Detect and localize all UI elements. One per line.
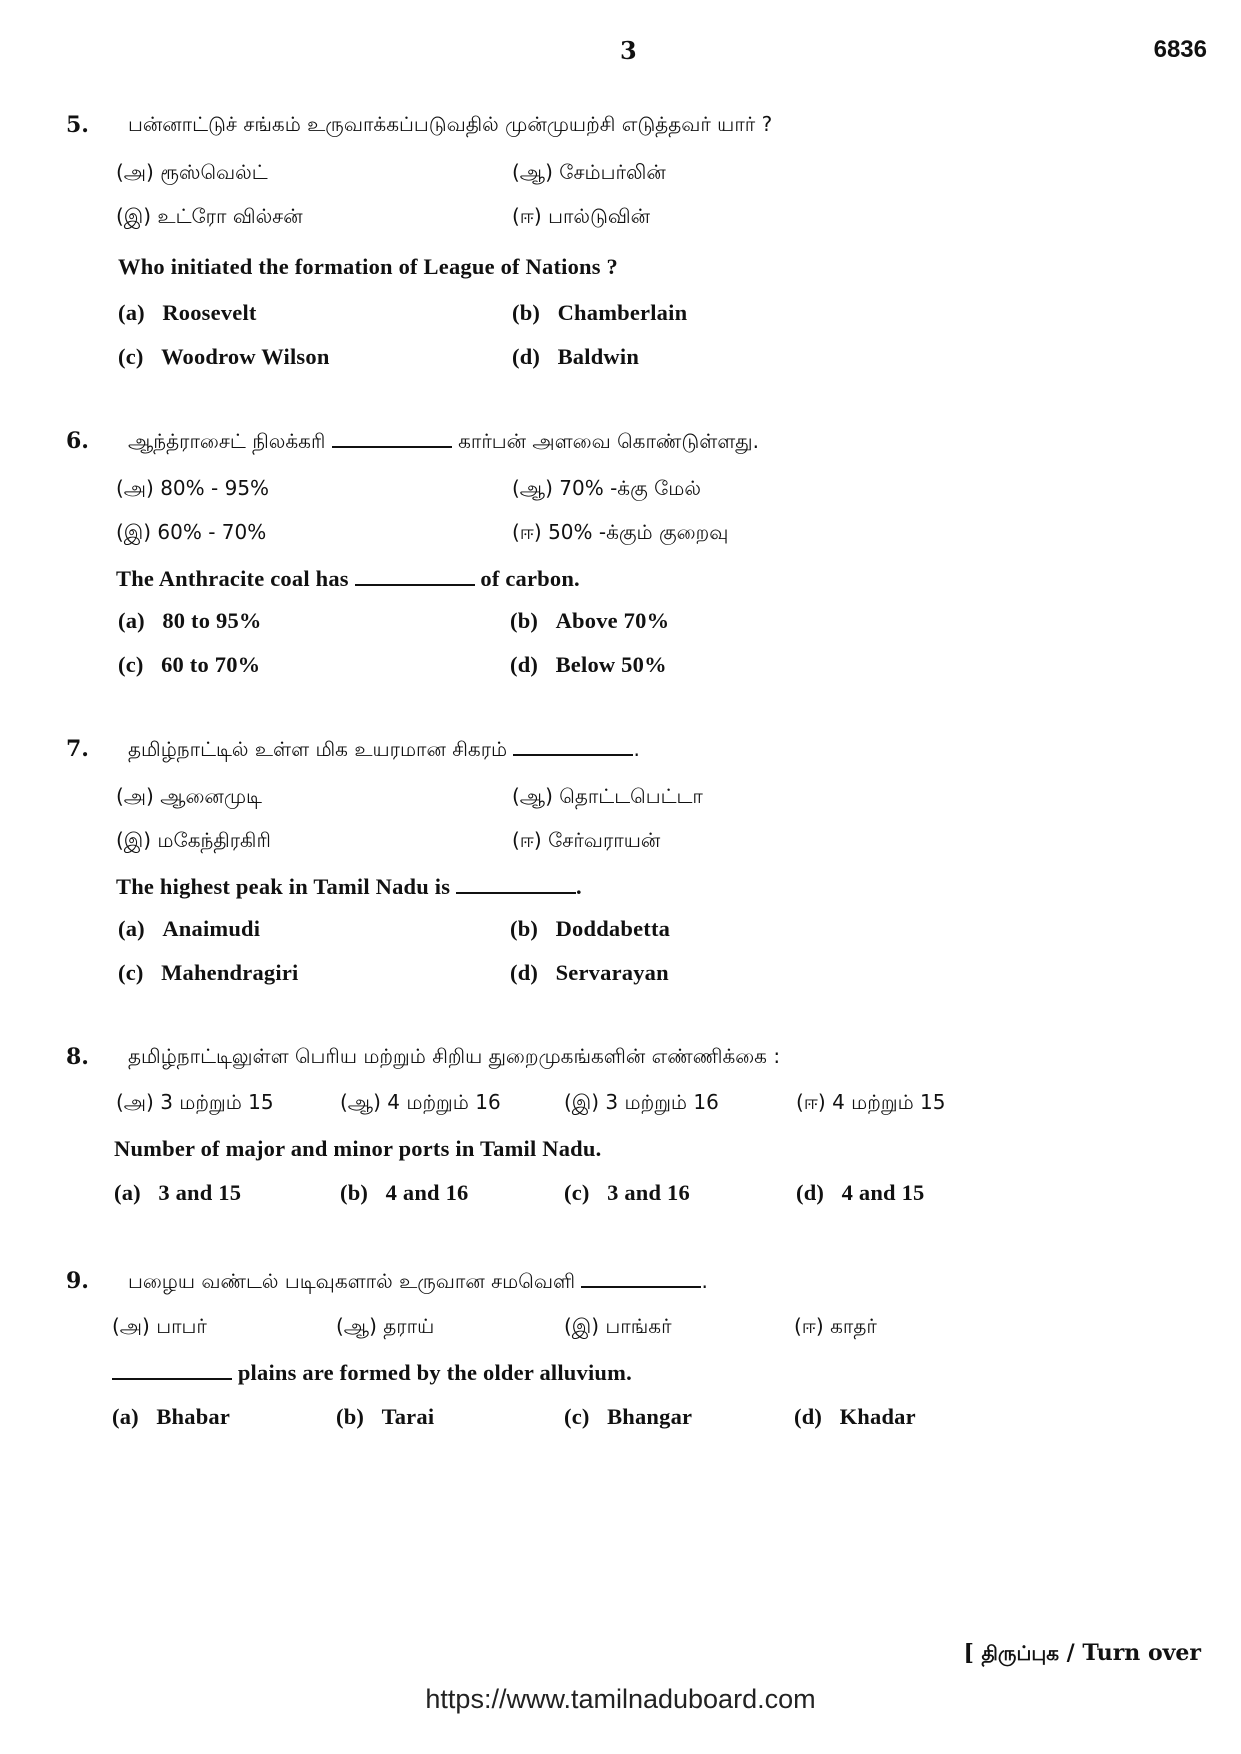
option-label: (ஈ) — [512, 520, 542, 544]
tamil-question: தமிழ்நாட்டிலுள்ள பெரிய மற்றும் சிறிய துறைமுகங்களின் எண்ணிக்கை : — [128, 1044, 781, 1068]
option-label: (அ) — [116, 784, 154, 808]
option-label: (இ) — [564, 1090, 600, 1114]
tamil-question: தமிழ்நாட்டில் உள்ள மிக உயரமான சிகரம் . — [128, 737, 640, 761]
option-text: Khadar — [839, 1404, 916, 1429]
option-label: (a) — [112, 1404, 139, 1429]
question-number: 7. — [66, 736, 89, 762]
option-label: (ஆ) — [340, 1090, 381, 1114]
option-text: பாங்கர் — [605, 1314, 672, 1338]
option-label: (ஈ) — [796, 1090, 826, 1114]
option-label: (b) — [336, 1404, 365, 1429]
option-label: (b) — [512, 300, 541, 325]
option-text: பால்டுவின் — [548, 204, 651, 228]
option-text: Servarayan — [555, 960, 669, 985]
answer-blank — [332, 428, 452, 448]
option-text: Chamberlain — [557, 300, 688, 325]
option-label: (c) — [118, 652, 144, 677]
option-label: (a) — [118, 608, 145, 633]
option-label: (c) — [118, 344, 144, 369]
tamil-question-text: தமிழ்நாட்டில் உள்ள மிக உயரமான சிகரம் — [128, 737, 508, 761]
option-text: Woodrow Wilson — [161, 344, 330, 369]
option-label: (ஆ) — [336, 1314, 377, 1338]
tamil-options-row-1 — [116, 784, 1116, 814]
option-text: 3 மற்றும் 16 — [605, 1090, 719, 1114]
page-number: 3 — [620, 36, 637, 65]
option-text: Roosevelt — [162, 300, 257, 325]
option-label: (b) — [510, 608, 539, 633]
english-question-part-1: The Anthracite coal has — [116, 566, 349, 591]
english-question-part-2: of carbon. — [480, 566, 580, 591]
tamil-question-part-1: ஆந்த்ராசைட் நிலக்கரி — [128, 429, 326, 453]
tamil-options-row — [116, 1090, 1166, 1120]
option-label: (d) — [512, 344, 541, 369]
english-question-text: The highest peak in Tamil Nadu is — [116, 874, 451, 899]
answer-blank — [112, 1360, 232, 1380]
option-text: உட்ரோ வில்சன் — [157, 204, 303, 228]
option-label: (இ) — [116, 520, 152, 544]
option-text: தொட்டபெட்டா — [559, 784, 703, 808]
option-text: Mahendragiri — [161, 960, 299, 985]
question-number: 6. — [66, 428, 89, 454]
option-label: (c) — [564, 1180, 590, 1205]
option-text: 4 and 15 — [841, 1180, 925, 1205]
option-label: (d) — [510, 960, 539, 985]
tamil-question — [128, 428, 759, 456]
option-text: பாபர் — [156, 1314, 207, 1338]
tamil-question-part-2: கார்பன் அளவை கொண்டுள்ளது. — [458, 429, 760, 453]
english-question-text: plains are formed by the older alluvium. — [237, 1360, 632, 1385]
option-label: (b) — [510, 916, 539, 941]
option-text: 60% - 70% — [157, 520, 267, 544]
answer-blank — [581, 1268, 701, 1288]
option-label: (ஆ) — [512, 476, 553, 500]
option-label: (ஆ) — [512, 784, 553, 808]
english-options-row-1 — [118, 916, 1118, 946]
option-text: 80 to 95% — [162, 608, 262, 633]
question-number: 8. — [66, 1044, 89, 1070]
source-url[interactable]: https://www.tamilnaduboard.com — [425, 1684, 816, 1714]
english-question: Who initiated the formation of League of Nations ? — [118, 254, 618, 279]
option-text: 3 மற்றும் 15 — [160, 1090, 274, 1114]
option-label: (d) — [510, 652, 539, 677]
option-label: (ஆ) — [512, 160, 553, 184]
option-text: சேர்வராயன் — [548, 828, 661, 852]
option-label: (d) — [796, 1180, 825, 1205]
option-label: (அ) — [116, 160, 154, 184]
option-text: 80% - 95% — [160, 476, 270, 500]
option-text: 4 மற்றும் 16 — [387, 1090, 501, 1114]
option-text: சேம்பர்லின் — [559, 160, 666, 184]
answer-blank — [513, 736, 633, 756]
option-text: 3 and 15 — [158, 1180, 242, 1205]
option-label: (a) — [114, 1180, 141, 1205]
option-label: (ஈ) — [512, 204, 542, 228]
tamil-options-row — [112, 1314, 1162, 1344]
option-text: Bhabar — [156, 1404, 231, 1429]
option-text: 50% -க்கும் குறைவு — [548, 520, 729, 544]
tamil-options-row-1 — [116, 160, 1116, 190]
option-label: (இ) — [564, 1314, 600, 1338]
option-text: Baldwin — [557, 344, 640, 369]
option-text: Doddabetta — [555, 916, 671, 941]
tamil-question: பழைய வண்டல் படிவுகளால் உருவான சமவெளி . — [128, 1269, 708, 1293]
question-number: 9. — [66, 1268, 89, 1294]
option-label: (c) — [564, 1404, 590, 1429]
tamil-question: பன்னாட்டுச் சங்கம் உருவாக்கப்படுவதில் முன்முயற்சி எடுத்தவர் யார் ? — [128, 112, 773, 136]
option-text: மகேந்திரகிரி — [157, 828, 271, 852]
option-text: காதர் — [830, 1314, 877, 1338]
option-label: (a) — [118, 916, 145, 941]
turn-over-english: Turn over — [1082, 1640, 1201, 1666]
option-label: (a) — [118, 300, 145, 325]
option-label: (இ) — [116, 828, 152, 852]
option-text: 4 மற்றும் 15 — [832, 1090, 946, 1114]
english-question — [116, 566, 1116, 596]
option-label: (அ) — [116, 476, 154, 500]
option-text: ஆனைமுடி — [160, 784, 262, 808]
option-text: ரூஸ்வெல்ட் — [160, 160, 268, 184]
option-text: Below 50% — [555, 652, 667, 677]
english-options-row-1 — [118, 300, 1118, 330]
option-label: (d) — [794, 1404, 823, 1429]
option-label: (b) — [340, 1180, 369, 1205]
option-text: 70% -க்கு மேல் — [559, 476, 701, 500]
english-options-row-1 — [118, 608, 1118, 638]
english-options-row-2 — [118, 652, 1118, 682]
tamil-options-row-2 — [116, 520, 1116, 550]
option-label: (இ) — [116, 204, 152, 228]
option-text: 60 to 70% — [161, 652, 261, 677]
english-question: Number of major and minor ports in Tamil Nadu. — [114, 1136, 602, 1161]
option-text: தராய் — [383, 1314, 435, 1338]
answer-blank — [355, 566, 475, 586]
option-label: (c) — [118, 960, 144, 985]
tamil-options-row-2 — [116, 828, 1116, 858]
english-options-row-2 — [118, 344, 1118, 374]
option-label: (அ) — [112, 1314, 150, 1338]
question-number: 5. — [66, 112, 89, 138]
option-text: 3 and 16 — [607, 1180, 690, 1205]
tamil-question-text: பழைய வண்டல் படிவுகளால் உருவான சமவெளி — [128, 1269, 576, 1293]
option-text: Above 70% — [555, 608, 670, 633]
option-text: Tarai — [381, 1404, 435, 1429]
english-options-row — [114, 1180, 1164, 1210]
english-question — [112, 1360, 1112, 1390]
option-text: Bhangar — [607, 1404, 693, 1429]
tamil-options-row-2 — [116, 204, 1116, 234]
option-text: Anaimudi — [162, 916, 261, 941]
page-header — [0, 36, 1241, 76]
option-label: (ஈ) — [512, 828, 542, 852]
tamil-options-row-1 — [116, 476, 1116, 506]
english-options-row — [112, 1404, 1162, 1434]
option-text: 4 and 16 — [385, 1180, 469, 1205]
paper-code: 6836 — [1153, 36, 1207, 63]
option-label: (அ) — [116, 1090, 154, 1114]
turn-over-tamil: திருப்புக — [981, 1641, 1059, 1665]
english-question: The highest peak in Tamil Nadu is . — [116, 874, 582, 899]
answer-blank — [456, 874, 576, 894]
turn-over-note: [ திருப்புக / Turn over — [963, 1640, 1201, 1666]
english-options-row-2 — [118, 960, 1118, 990]
option-label: (ஈ) — [794, 1314, 824, 1338]
